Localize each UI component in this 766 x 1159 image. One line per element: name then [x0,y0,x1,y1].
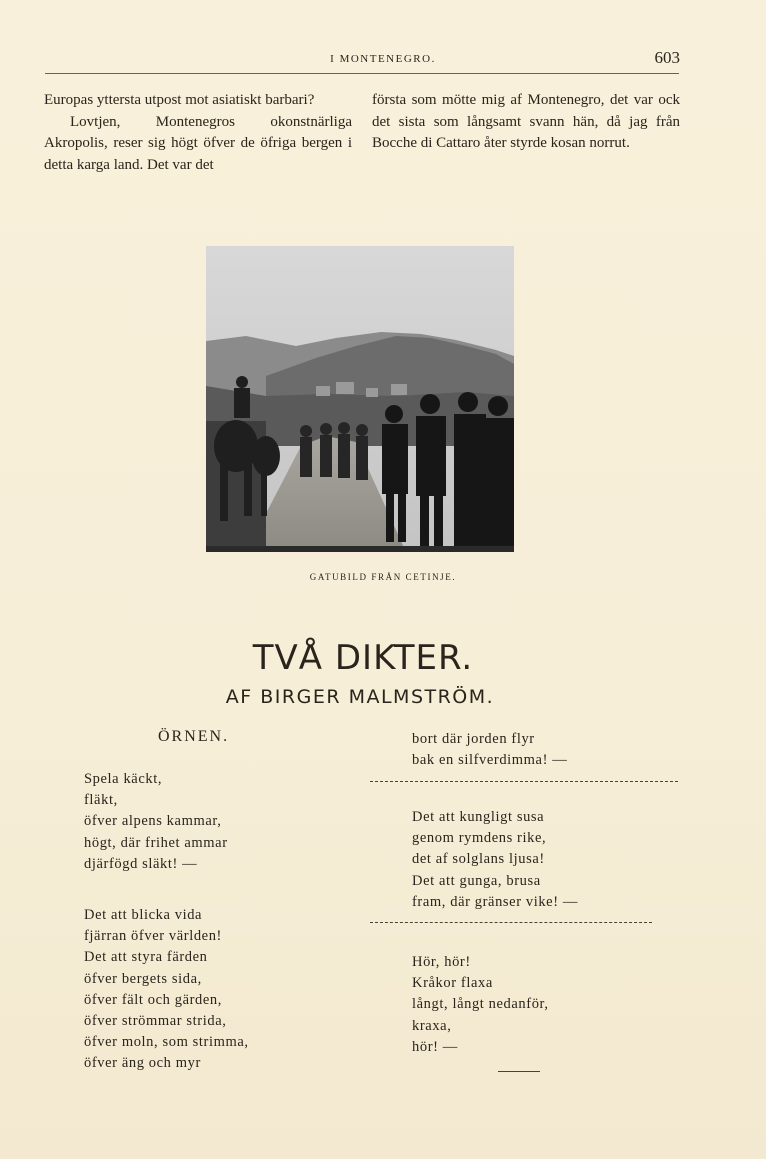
stanza [412,729,567,771]
verse-line: bak en silfverdimma! — [412,752,568,769]
verse-line: djärfögd släkt! — [84,855,198,872]
verse-line: Spela käckt, [84,771,163,787]
end-rule [498,1071,540,1072]
verse-line: kraxa, [412,1017,452,1034]
verse-line: Det att gunga, brusa [412,872,541,889]
verse-line: långt, långt nedanför, [412,996,549,1013]
prose-paragraph: första som mötte mig af Montenegro, det var ock det sista som långsamt svann hän, då jag från Bocche di Cattaro åter styrde kosan norrut. [372,92,680,151]
stanza-divider [370,781,678,782]
verse-line: genom rymdens rike, [412,830,547,847]
running-header: I MONTENEGRO. [330,53,436,65]
poem-author: AF BIRGER MALMSTRÖM. [225,686,495,708]
verse-line: Kråkor flaxa [412,975,493,992]
stanza-divider [370,922,652,923]
stanza [84,769,228,875]
verse-line: hör! — [412,1038,458,1055]
verse-line: öfver moln, som strimma, [84,1034,249,1051]
stanza [84,905,249,1075]
verse-line: fjärran öfver världen! [84,928,222,945]
street-photo [206,246,514,552]
prose-paragraph: Europas yttersta utpost mot asiatiskt barbari? [44,92,315,108]
stanza [412,952,549,1058]
verse-line: öfver äng och myr [84,1055,201,1072]
verse-line: fram, där gränser vike! — [412,893,578,910]
verse-line: Det att styra färden [84,949,208,966]
verse-line: det af solglans ljusa! [412,851,545,868]
verse-line: öfver bergets sida, [84,970,202,987]
page-number: 603 [654,48,680,67]
verse-line: Det att blicka vida [84,907,203,923]
poem-collection-title: TVÅ DIKTER. [252,638,474,678]
verse-line: fläkt, [84,792,118,809]
verse-line: högt, där frihet ammar [84,834,228,851]
prose-paragraph: Lovtjen, Montenegros okonstnärliga Akropolis, reser sig högt öfver de öfriga bergen i detta karga land. Det var det [44,113,352,173]
header-rule [45,73,679,74]
verse-line: Hör, hör! [412,954,471,970]
poem-subtitle: ÖRNEN. [158,728,230,745]
verse-line: Det att kungligt susa [412,809,545,825]
stanza [412,807,578,913]
verse-line: bort där jorden flyr [412,731,535,747]
figure-caption: GATUBILD FRÅN CETINJE. [309,572,457,582]
prose-column-right [372,90,680,155]
verse-line: öfver fält och gärden, [84,991,223,1008]
verse-line: öfver strömmar strida, [84,1013,227,1030]
prose-column-left [44,90,352,176]
verse-line: öfver alpens kammar, [84,813,222,830]
